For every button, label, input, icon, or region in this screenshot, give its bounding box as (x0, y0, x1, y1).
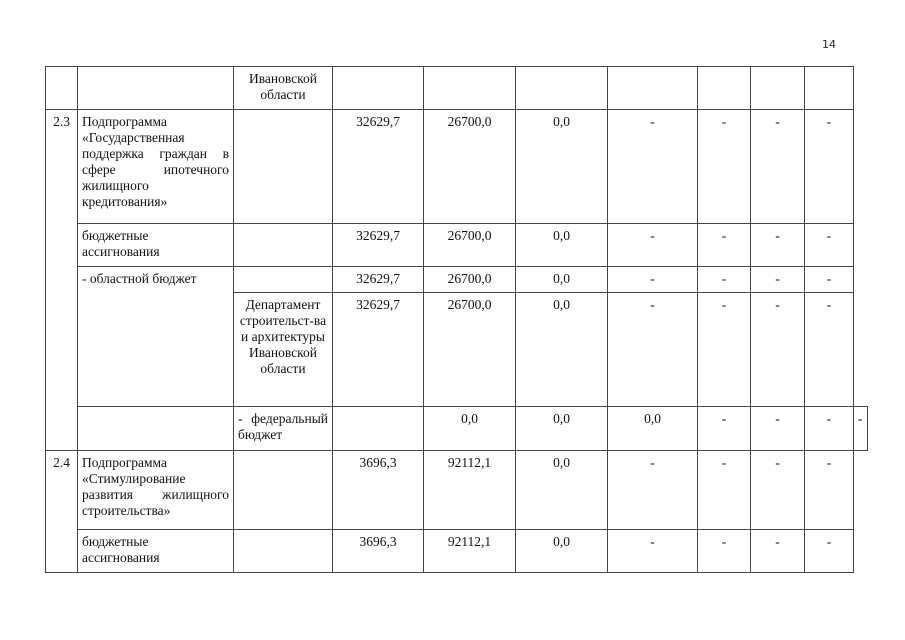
dash-cell-2: - (751, 407, 805, 451)
value-cell-2: 26700,0 (424, 224, 516, 267)
dash-cell-4: - (805, 530, 854, 573)
dash-cell-1: - (608, 110, 698, 224)
dash-cell-3: - (751, 224, 805, 267)
dash-cell-3: - (751, 110, 805, 224)
dash-cell-1: - (608, 267, 698, 293)
row-name (78, 67, 234, 110)
dash-cell-1: - (608, 224, 698, 267)
dash-cell-2: - (698, 293, 751, 407)
table-row (46, 451, 868, 530)
value-cell-1: 32629,7 (333, 267, 424, 293)
value-cell-2: 92112,1 (424, 530, 516, 573)
dash-cell-1 (608, 67, 698, 110)
row-index: 2.3 (46, 110, 78, 451)
row-name: бюджетные ассигнования (78, 530, 234, 573)
dash-cell-3 (751, 67, 805, 110)
dash-cell-2: - (698, 110, 751, 224)
dash-cell-4: - (805, 224, 854, 267)
table-row (46, 407, 868, 451)
row-name: Подпрограмма «Государственная поддержка граждан в сфере ипотечного жилищного кредитования» (78, 110, 234, 224)
value-cell-3: 0,0 (516, 110, 608, 224)
dash-cell-1: - (698, 407, 751, 451)
table-row (46, 530, 868, 573)
value-cell-3: 0,0 (516, 293, 608, 407)
dash-cell-2: - (698, 530, 751, 573)
table-row (46, 110, 868, 224)
dash-cell-2: - (698, 224, 751, 267)
value-cell-2: 26700,0 (424, 110, 516, 224)
dash-cell-3: - (751, 530, 805, 573)
row-name: Подпрограмма «Стимулирование развития жилищного строительства» (78, 451, 234, 530)
value-cell-1: 32629,7 (333, 293, 424, 407)
dash-cell-3: - (751, 451, 805, 530)
table-row (46, 67, 868, 110)
value-cell-1: 3696,3 (333, 451, 424, 530)
dash-cell-4: - (805, 110, 854, 224)
dash-cell-2: - (698, 451, 751, 530)
executor-cell: Ивановской области (234, 67, 333, 110)
value-cell-3: 0,0 (516, 451, 608, 530)
table-row (46, 224, 868, 267)
dash-cell-4: - (805, 293, 854, 407)
budget-table (45, 66, 868, 573)
executor-cell (234, 530, 333, 573)
row-name: - областной бюджет (78, 267, 234, 407)
value-cell-3: 0,0 (608, 407, 698, 451)
value-cell-1: 0,0 (424, 407, 516, 451)
value-cell-1 (333, 67, 424, 110)
dash-cell-2 (698, 67, 751, 110)
value-cell-2: 26700,0 (424, 293, 516, 407)
dash-cell-1: - (608, 293, 698, 407)
value-cell-2: 26700,0 (424, 267, 516, 293)
executor-cell (234, 267, 333, 293)
value-cell-1: 3696,3 (333, 530, 424, 573)
executor-cell (234, 110, 333, 224)
executor-cell (234, 451, 333, 530)
value-cell-3: 0,0 (516, 267, 608, 293)
dash-cell-4: - (854, 407, 868, 451)
executor-cell (234, 224, 333, 267)
value-cell-2 (424, 67, 516, 110)
row-index (46, 67, 78, 110)
dash-cell-1: - (608, 451, 698, 530)
value-cell-2: 92112,1 (424, 451, 516, 530)
value-cell-3: 0,0 (516, 224, 608, 267)
dash-cell-4 (805, 67, 854, 110)
dash-cell-4: - (805, 451, 854, 530)
dash-cell-3: - (751, 267, 805, 293)
dash-cell-2: - (698, 267, 751, 293)
value-cell-2: 0,0 (516, 407, 608, 451)
executor-cell: Департамент строительст-ва и архитектуры Ивановской области (234, 293, 333, 407)
page-number: 14 (822, 38, 836, 51)
value-cell-3 (516, 67, 608, 110)
table-row (46, 267, 868, 293)
value-cell-1: 32629,7 (333, 224, 424, 267)
dash-cell-4: - (805, 267, 854, 293)
executor-cell (333, 407, 424, 451)
value-cell-1: 32629,7 (333, 110, 424, 224)
row-index (78, 407, 234, 451)
row-name: бюджетные ассигнования (78, 224, 234, 267)
dash-cell-3: - (751, 293, 805, 407)
value-cell-3: 0,0 (516, 530, 608, 573)
dash-cell-1: - (608, 530, 698, 573)
dash-cell-3: - (805, 407, 854, 451)
row-name: - федеральный бюджет (234, 407, 333, 451)
row-index: 2.4 (46, 451, 78, 573)
